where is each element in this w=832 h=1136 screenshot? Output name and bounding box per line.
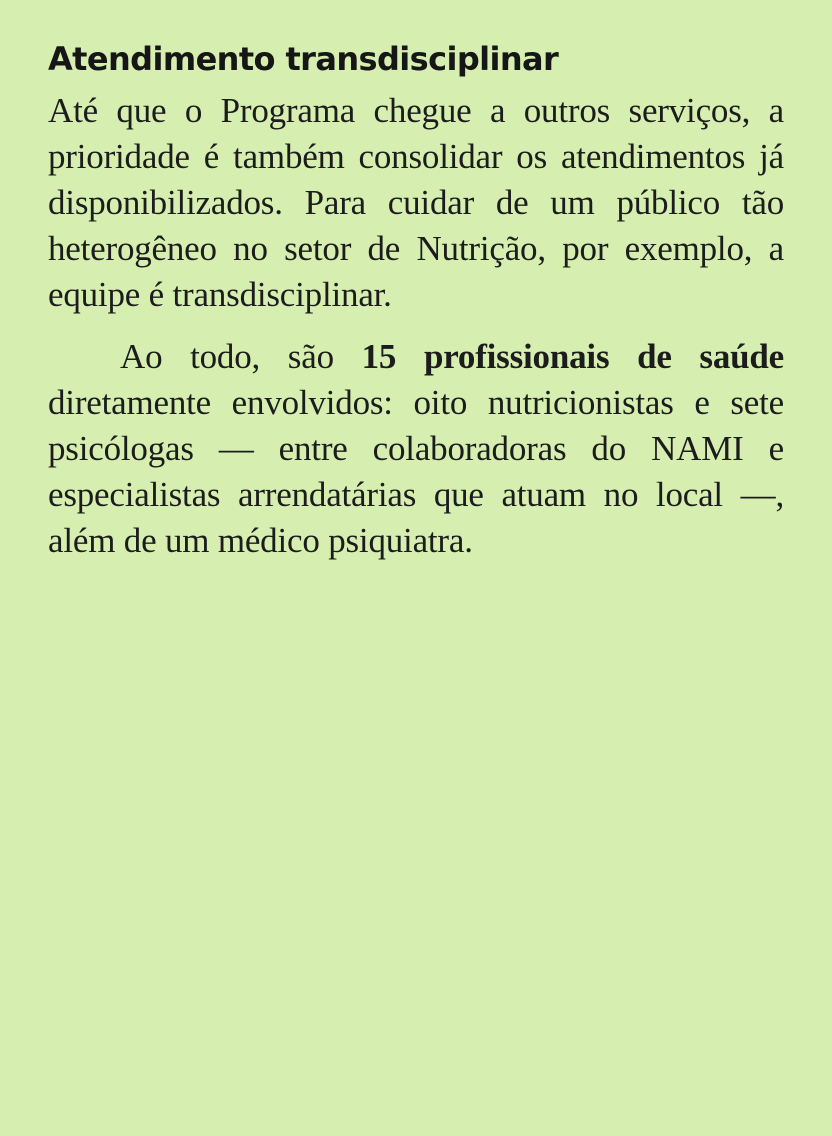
paragraph-1: Até que o Programa chegue a outros serviços, a prioridade é também consolidar os atendimentos já disponibilizados. Para cuidar de um público tão heterogêneo no setor de Nutrição, por exemplo, a equipe é transdisciplinar. (48, 91, 784, 314)
paragraph-2 (48, 334, 784, 564)
paragraph-2-text-start: Ao todo, são (120, 337, 362, 376)
paragraph-2-text-end: diretamente envolvidos: oito nutricionistas e sete psicólogas — entre colaboradoras do NAMI e especialistas arrendatárias que atuam no local —, além de um médico psiquiatra. (48, 383, 784, 560)
section-title: Atendimento transdisciplinar (48, 40, 559, 78)
paragraph-2-bold-text: 15 profissionais de saúde (361, 337, 785, 376)
